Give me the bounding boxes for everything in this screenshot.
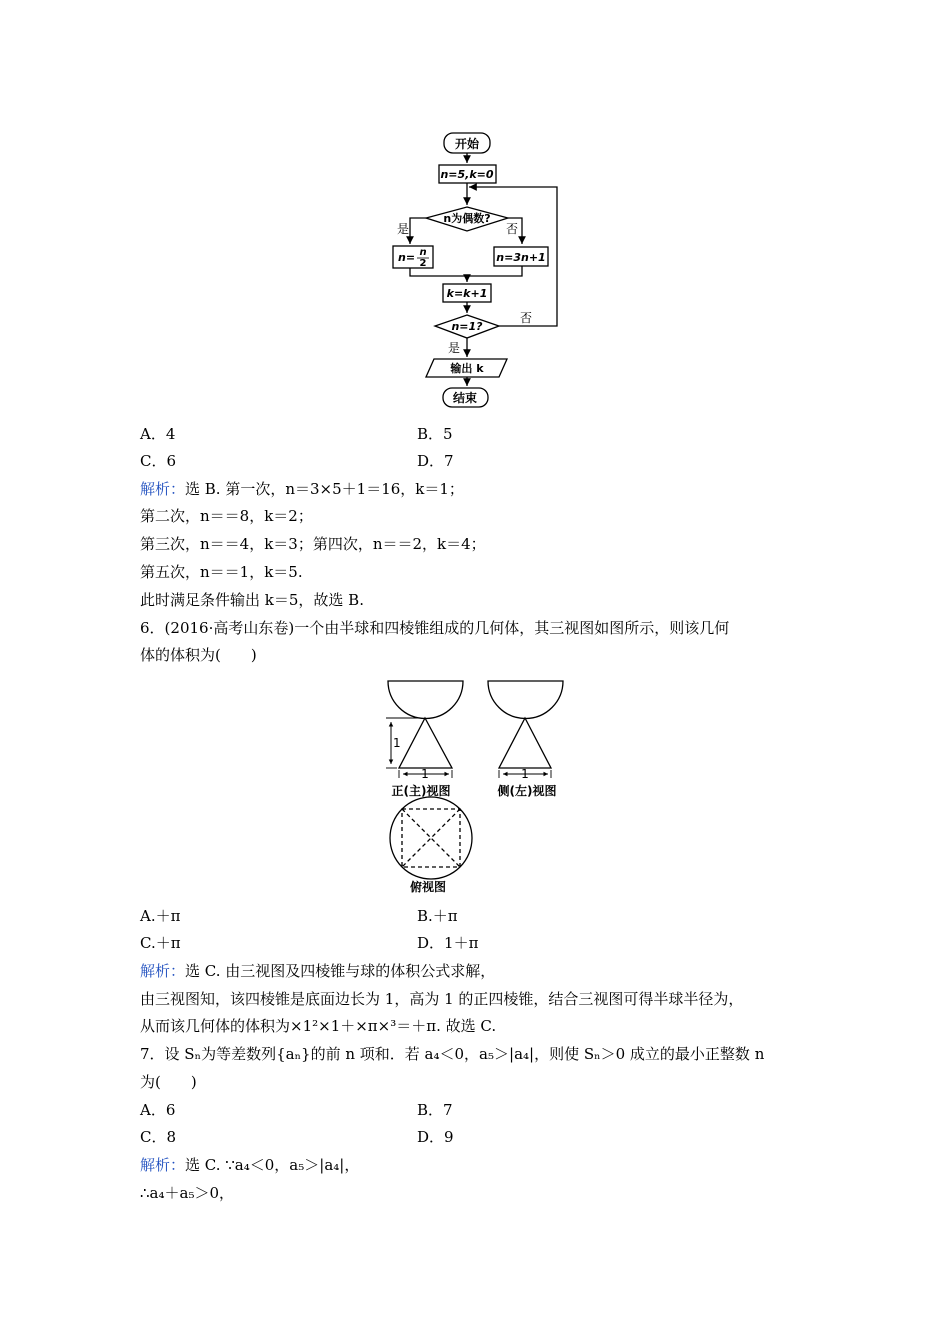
flowchart-increment-text: k=k+1: [446, 287, 488, 300]
front-view-pyramid: [399, 718, 452, 768]
q5-option-a: A．4: [140, 425, 176, 443]
q6-stem-line-1: 6．(2016·高考山东卷)一个由半球和四棱锥组成的几何体，其三视图如图所示，则该几何: [140, 619, 730, 637]
q7-option-a: A．6: [140, 1101, 176, 1119]
flowchart-cond2-text: n=1?: [451, 320, 483, 333]
flowchart-start-text: 开始: [454, 137, 480, 151]
q5-analysis-line-1: [140, 479, 464, 499]
side-view-hemisphere: [488, 681, 563, 719]
q6-analysis-line-2: 由三视图知，该四棱锥是底面边长为 1，高为 1 的正四棱锥，结合三视图可得半球半径为，: [140, 990, 744, 1008]
q7-option-c: C．8: [140, 1128, 177, 1146]
q6-option-d: D．1＋π: [417, 934, 479, 952]
q5-option-b: B．5: [417, 425, 453, 443]
flowchart-yes2-label: 是: [448, 341, 461, 355]
flowchart-output-text: 输出 k: [450, 362, 484, 375]
flowchart-assign-right-text: n=3n+1: [496, 251, 546, 264]
flowchart-no2-label: 否: [520, 311, 533, 325]
q5-analysis-line-2: 第二次，n＝＝8，k＝2；: [140, 507, 313, 525]
q7-analysis-label: 解析：: [140, 1156, 186, 1174]
flowchart-end-text: 结束: [452, 391, 478, 405]
front-view-hemisphere: [388, 681, 463, 719]
side-view-label: 侧(左)视图: [497, 784, 557, 798]
q5-analysis-line-3: 第三次，n＝＝4，k＝3；第四次，n＝＝2，k＝4；: [140, 535, 486, 553]
q6-option-c: C.＋π: [140, 934, 181, 952]
side-view-pyramid: [499, 718, 551, 768]
q6-analysis-label: 解析：: [140, 962, 186, 980]
q7-analysis-line-2: ∴a₄＋a₅＞0，: [140, 1184, 234, 1202]
dim-height-label: 1: [393, 736, 401, 750]
q5-analysis-line-5: 此时满足条件输出 k＝5，故选 B.: [140, 591, 364, 609]
q7-analysis-text-1: 选 C. ∵a₄＜0，a₅＞|a₄|，: [185, 1156, 360, 1174]
flowchart-yes1-label: 是: [397, 222, 410, 236]
front-view-label: 正(主)视图: [391, 784, 451, 798]
dim-side-width-label: 1: [521, 767, 529, 781]
q7-option-b: B．7: [417, 1101, 453, 1119]
three-view-figure: [0, 675, 950, 900]
flowchart: [0, 0, 950, 420]
flowchart-init-text: n=5,k=0: [440, 168, 494, 181]
dim-front-width-label: 1: [421, 767, 429, 781]
top-view-square: [402, 809, 460, 867]
q5-analysis-line-4: 第五次，n＝＝1，k＝5.: [140, 563, 303, 581]
q5-analysis-label: 解析：: [140, 480, 186, 498]
q6-analysis-line-3: 从而该几何体的体积为×1²×1＋×π×³＝＋π. 故选 C.: [140, 1017, 497, 1035]
flowchart-assign-left-lhs: n=: [398, 251, 416, 264]
top-view-label: 俯视图: [409, 880, 447, 894]
q7-stem-line-2: 为( ): [140, 1073, 197, 1091]
q7-analysis-line-1: [140, 1155, 359, 1175]
q7-option-d: D．9: [417, 1128, 454, 1146]
flowchart-assign-left-den: 2: [419, 258, 427, 269]
q5-analysis-text-1: 选 B. 第一次，n＝3×5＋1＝16，k＝1；: [185, 480, 464, 498]
q6-analysis-text-1: 选 C. 由三视图及四棱锥与球的体积公式求解，: [185, 962, 496, 980]
flowchart-cond1-text: n为偶数?: [443, 212, 491, 225]
q5-option-c: C．6: [140, 452, 177, 470]
q5-option-d: D．7: [417, 452, 454, 470]
q6-analysis-line-1: [140, 961, 495, 981]
q7-stem-line-1: 7．设 Sₙ为等差数列{aₙ}的前 n 项和．若 a₄＜0，a₅＞|a₄|，则使 Sₙ＞0 成立的最小正整数 n: [140, 1045, 765, 1063]
flowchart-no1-label: 否: [506, 222, 519, 236]
q6-stem-line-2: 体的体积为( ): [140, 646, 257, 664]
q6-option-b: B.＋π: [417, 907, 458, 925]
q6-option-a: A.＋π: [140, 907, 181, 925]
flowchart-assign-left-num: n: [419, 247, 427, 258]
